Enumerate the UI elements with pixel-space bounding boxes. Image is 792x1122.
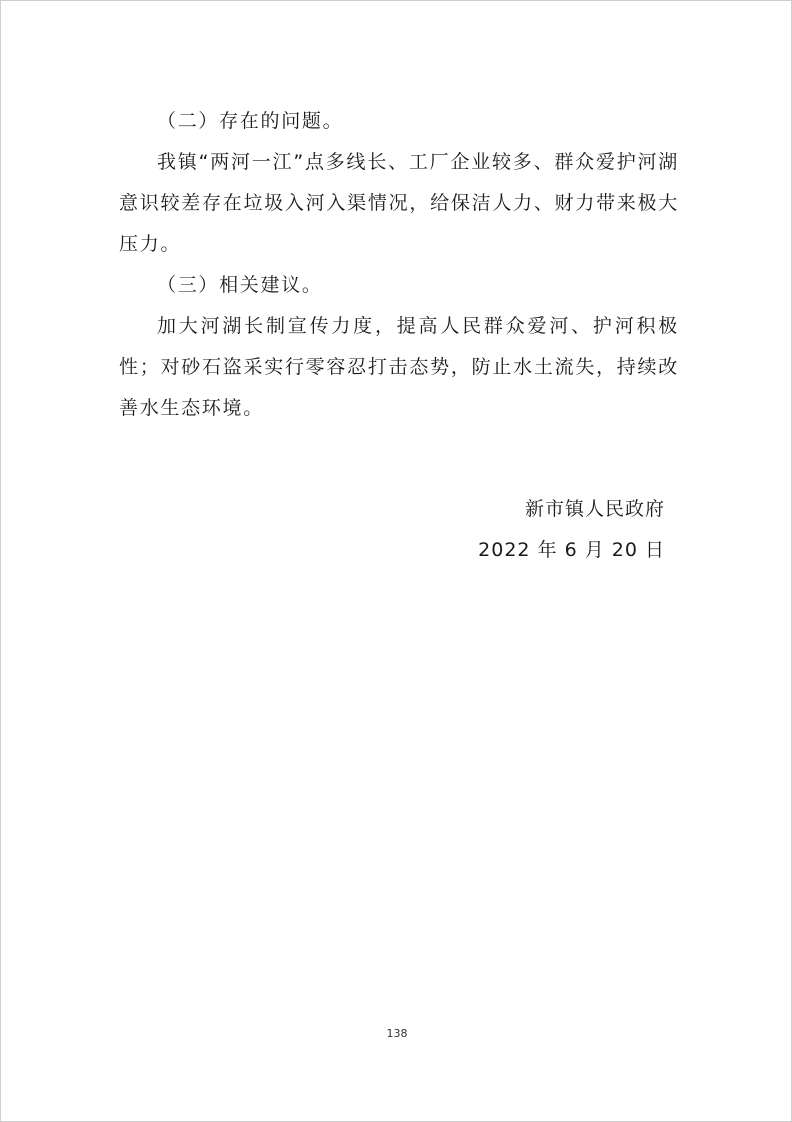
suggestions-paragraph: 加大河湖长制宣传力度，提高人民群众爱河、护河积极性；对砂石盗采实行零容忍打击态势，防止水土流失，持续改善水生态环境。 [119, 315, 679, 419]
section-heading-problems: （二）存在的问题。 [157, 110, 344, 132]
signature-organization: 新市镇人民政府 [524, 498, 665, 520]
signature-block [478, 489, 665, 571]
section-heading-suggestions: （三）相关建议。 [157, 274, 323, 296]
document-body [119, 101, 679, 429]
page-number: 138 [386, 1027, 408, 1040]
signature-date: 2022 年 6 月 20 日 [478, 539, 665, 561]
problems-paragraph: 我镇“两河一江”点多线长、工厂企业较多、群众爱护河湖意识较差存在垃圾入河入渠情况，给保洁人力、财力带来极大压力。 [119, 151, 679, 255]
